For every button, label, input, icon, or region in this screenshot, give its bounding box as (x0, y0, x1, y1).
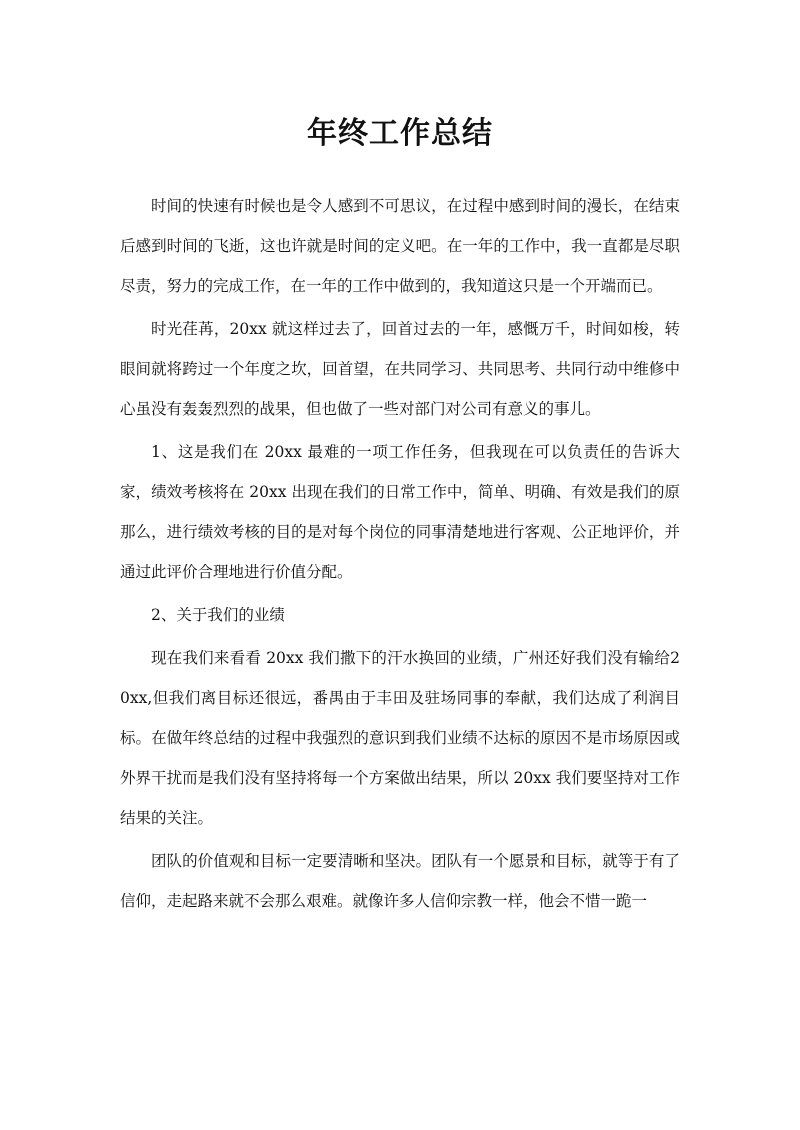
paragraph-intro: 时间的快速有时候也是令人感到不可思议，在过程中感到时间的漫长，在结束后感到时间的飞逝，这也许就是时间的定义吧。在一年的工作中，我一直都是尽职尽责，努力的完成工作，在一年的工作中做到的，我知道这只是一个开端而已。 (120, 197, 680, 295)
paragraph-item-1-performance-review: 1、这是我们在 20xx 最难的一项工作任务，但我现在可以负责任的告诉大家，绩效考核将在 20xx 出现在我们的日常工作中，简单、明确、有效是我们的原那么，进行绩效考核的目的是对每个岗位的同事清楚地进行客观、公正地评价，并通过此评价合理地进行价值分配。 (120, 443, 680, 581)
document-title: 年终工作总结 (307, 116, 493, 151)
paragraph-team-values: 团队的价值观和目标一定要清晰和坚决。团队有一个愿景和目标，就等于有了信仰，走起路来就不会那么艰难。就像许多人信仰宗教一样，他会不惜一跪一 (120, 852, 680, 910)
document-body (120, 186, 680, 921)
paragraph-results: 现在我们来看看 20xx 我们撒下的汗水换回的业绩，广州还好我们没有输给20xx,但我们离目标还很远，番禺由于丰田及驻场同事的奉献，我们达成了利润目标。在做年终总结的过程中我强烈的意识到我们业绩不达标的原因不是市场原因或外界干扰而是我们没有坚持将每一个方案做出结果，所以 20xx 我们要坚持对工作结果的关注。 (120, 649, 680, 827)
paragraph-item-2-heading: 2、关于我们的业绩 (151, 606, 285, 624)
paragraph-year-review: 时光荏苒，20xx 就这样过去了，回首过去的一年，感慨万千，时间如梭，转眼间就将跨过一个年度之坎，回首望，在共同学习、共同思考、共同行动中维修中心虽没有轰轰烈烈的战果，但也做了一些对部门对公司有意义的事儿。 (120, 320, 680, 418)
